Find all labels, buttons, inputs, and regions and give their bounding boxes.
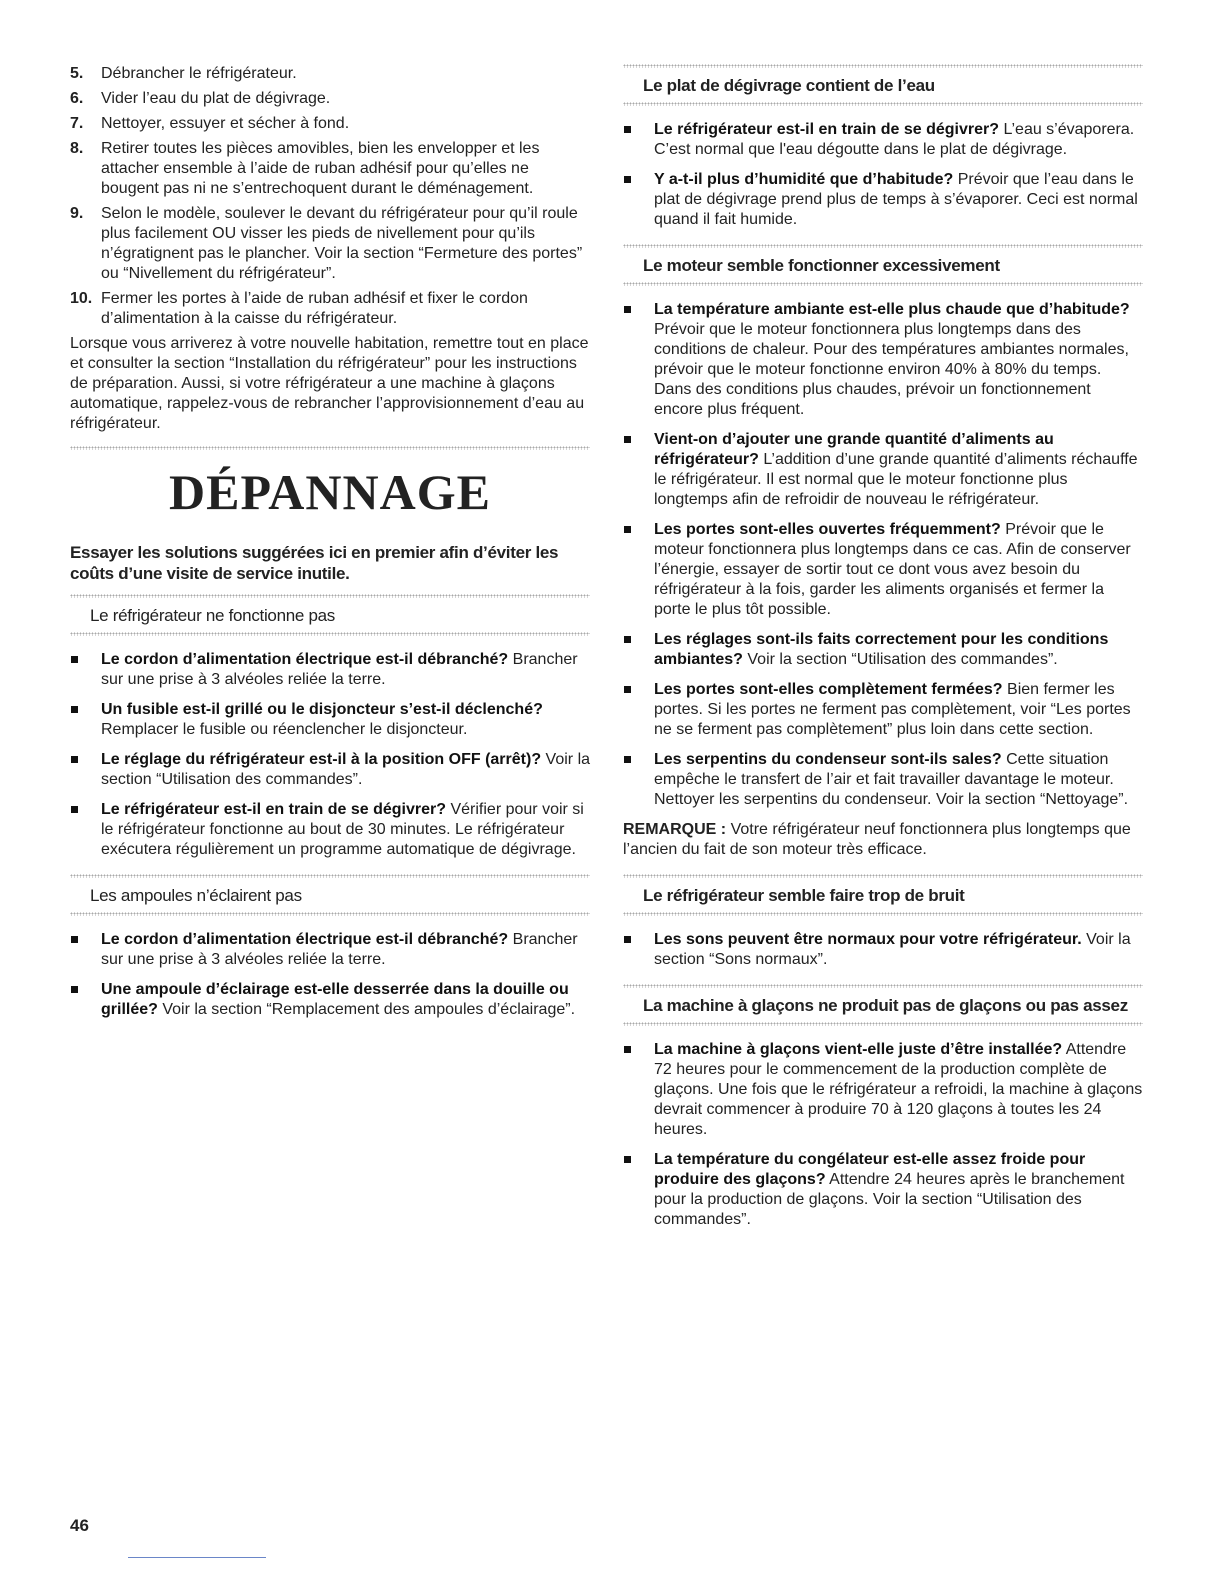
bullet-list [623,120,1143,230]
question: La machine à glaçons vient-elle juste d’être installée? [654,1041,1063,1058]
section-bulbs [70,874,590,1020]
intro-text: Essayer les solutions suggérées ici en premier afin d’éviter les coûts d’une visite de service inutile. [70,543,559,583]
footer-rule [128,1557,266,1558]
section-not-working [70,594,590,860]
answer: Voir la section “Utilisation des commandes”. [101,751,591,788]
section-noise [623,874,1143,970]
question: Le cordon d’alimentation électrique est-il débranché? [101,931,509,948]
section-drain-pan [623,64,1143,230]
bullet-list [70,650,590,860]
bullet-icon [71,706,78,713]
list-item [70,289,590,329]
step-text: Fermer les portes à l’aide de ruban adhésif et fixer le cordon d’alimentation à la caisse du réfrigérateur. [101,290,528,327]
bullet-icon [624,686,631,693]
bullet-icon [71,936,78,943]
answer: Brancher sur une prise à 3 alvéoles reliée la terre. [101,651,578,688]
list-item [623,430,1143,510]
bullet-icon [71,756,78,763]
answer: Prévoir que le moteur fonctionnera plus longtemps dans des conditions de chaleur. Pour des températures ambiantes normales, prévoir que le moteur fonctionne environ 40% à 80% du temps. Dans des conditions plus chaudes, prévoir un fonctionnement encore plus fréquent. [654,321,1129,418]
divider [70,632,590,636]
bullet-icon [624,306,631,313]
section-heading [623,984,1143,1026]
bullet-icon [624,176,631,183]
divider [623,1022,1143,1026]
answer: Cette situation empêche le transfert de l’air et fait travailler davantage le moteur. Nettoyer les serpentins du condenseur. Voir la section “Nettoyage”. [654,751,1129,808]
moving-steps-list [70,64,590,329]
question: Un fusible est-il grillé ou le disjoncteur s’est-il déclenché? [101,701,543,718]
bullet-icon [624,526,631,533]
left-column [70,64,590,1034]
step-number: 8. [70,140,84,157]
section-heading [70,874,590,916]
section-ice [623,984,1143,1230]
question: Les portes sont-elles ouvertes fréquemment? [654,521,1001,538]
answer: Attendre 72 heures pour le commencement de la production complète de glaçons. Une fois que le réfrigérateur a refroidi, la machine à glaçons devrait commencer à produire 70 à 120 glaçons à toutes les 24 heures. [654,1041,1143,1138]
answer: Bien fermer les portes. Si les portes ne ferment pas complètement, voir “Les portes ne se ferment pas complètement” plus loin dans cette section. [654,681,1131,738]
divider [70,446,590,450]
question: Le réglage du réfrigérateur est-il à la position OFF (arrêt)? [101,751,542,768]
list-item [70,930,590,970]
divider [623,102,1143,106]
list-item [623,520,1143,620]
bullet-icon [71,656,78,663]
section-heading-text: Le réfrigérateur ne fonctionne pas [90,606,335,625]
question: Y a-t-il plus d’humidité que d’habitude? [654,171,954,188]
bullet-icon [624,756,631,763]
step-text: Vider l’eau du plat de dégivrage. [101,90,331,107]
list-item [623,1150,1143,1230]
bullet-list [623,930,1143,970]
list-item [623,170,1143,230]
question: Le réfrigérateur est-il en train de se dégivrer? [101,801,447,818]
bullet-icon [624,126,631,133]
section-heading [623,64,1143,106]
list-item [70,650,590,690]
step-number: 6. [70,90,84,107]
list-item [623,1040,1143,1140]
divider [70,912,590,916]
list-item [623,680,1143,740]
answer: Voir la section “Remplacement des ampoules d’éclairage”. [162,1001,576,1018]
list-item [70,64,590,84]
bullet-list [70,930,590,1020]
divider [623,282,1143,286]
list-item [70,800,590,860]
question: Les serpentins du condenseur sont-ils sales? [654,751,1002,768]
step-text: Selon le modèle, soulever le devant du réfrigérateur pour qu’il roule plus facilement OU visser les pieds de nivellement pour qu’ils n’égratignent pas le plancher. Voir la section “Fermeture des portes” ou “Nivellement du réfrigérateur”. [101,205,583,282]
list-item [70,139,590,199]
answer: Remplacer le fusible ou réenclencher le disjoncteur. [101,721,468,738]
list-item [70,89,590,109]
answer: Prévoir que l’eau dans le plat de dégivrage prend plus de temps à s’évaporer. Ceci est normal quand il fait humide. [654,171,1138,228]
question: Les réglages sont-ils faits correctement pour les conditions ambiantes? [654,631,1109,668]
question: Les portes sont-elles complètement fermées? [654,681,1003,698]
right-column [623,64,1143,1244]
question: Les sons peuvent être normaux pour votre réfrigérateur. [654,931,1082,948]
bullet-icon [624,936,631,943]
step-text: Débrancher le réfrigérateur. [101,65,297,82]
answer: L’eau s’évaporera. C’est normal que l'eau dégoutte dans le plat de dégivrage. [654,121,1135,158]
bullet-list [623,1040,1143,1230]
question: Le réfrigérateur est-il en train de se dégivrer? [654,121,1000,138]
answer: L’addition d’une grande quantité d’aliments réchauffe le réfrigérateur. Il est normal que le moteur fonctionne plus longtemps afin de refroidir de nouveau le réfrigérateur. [654,451,1138,508]
answer: Voir la section “Utilisation des commandes”. [747,651,1058,668]
answer: Brancher sur une prise à 3 alvéoles reliée la terre. [101,931,578,968]
remark-label: REMARQUE : [623,821,727,838]
answer: Voir la section “Sons normaux”. [654,931,1131,968]
bullet-list [623,300,1143,810]
list-item [70,980,590,1020]
step-text: Nettoyer, essuyer et sécher à fond. [101,115,350,132]
step-number: 10. [70,290,93,307]
step-text: Retirer toutes les pièces amovibles, bien les envelopper et les attacher ensemble à l’aide de ruban adhésif pour qu’elles ne bougent pas ni ne s’entrechoquent durant le déménagement. [101,140,540,197]
section-motor [623,244,1143,860]
list-item [623,930,1143,970]
section-heading [623,874,1143,916]
answer: Attendre 24 heures après le branchement pour la production de glaçons. Voir la section “Utilisation des commandes”. [654,1171,1125,1228]
section-heading [623,244,1143,286]
bullet-icon [71,806,78,813]
list-item [70,204,590,284]
divider [623,912,1143,916]
move-paragraph: Lorsque vous arriverez à votre nouvelle habitation, remettre tout en place et consulter la section “Installation du réfrigérateur” pour les instructions de préparation. Aussi, si votre réfrigérateur a une machine à glaçons automatique, rappelez-vous de rebrancher l’approvisionnement d’eau au réfrigérateur. [70,335,589,432]
bullet-icon [624,436,631,443]
step-number: 9. [70,205,84,222]
bullet-icon [624,1046,631,1053]
section-heading-text: Le moteur semble fonctionner excessivement [643,256,1000,275]
list-item [70,114,590,134]
bullet-icon [624,636,631,643]
bullet-icon [71,986,78,993]
section-heading-text: Le réfrigérateur semble faire trop de bruit [643,886,965,905]
question: Une ampoule d’éclairage est-elle desserrée dans la douille ou grillée? [101,981,569,1018]
list-item [623,120,1143,160]
page-title: DÉPANNAGE [169,464,491,520]
step-number: 7. [70,115,84,132]
list-item [623,300,1143,420]
list-item [623,630,1143,670]
list-item [70,700,590,740]
answer: Prévoir que le moteur fonctionnera plus longtemps dans ce cas. Afin de conserver l’énergie, essayer de sortir tout ce dont vous avez besoin du réfrigérateur à la fois, garder les aliments organisés et fermer la porte le plus tôt possible. [654,521,1131,618]
step-number: 5. [70,65,84,82]
section-heading-text: Les ampoules n’éclairent pas [90,886,302,905]
remark [623,820,1143,860]
answer: Vérifier pour voir si le réfrigérateur fonctionne au bout de 30 minutes. Le réfrigérateur exécutera régulièrement un programme automatique de dégivrage. [101,801,584,858]
section-heading-text: Le plat de dégivrage contient de l’eau [643,76,935,95]
page-number: 46 [70,1516,89,1535]
bullet-icon [624,1156,631,1163]
list-item [70,750,590,790]
question: Le cordon d’alimentation électrique est-il débranché? [101,651,509,668]
question: Vient-on d’ajouter une grande quantité d’aliments au réfrigérateur? [654,431,1054,468]
question: La température ambiante est-elle plus chaude que d’habitude? [654,301,1130,318]
section-heading [70,594,590,636]
question: La température du congélateur est-elle assez froide pour produire des glaçons? [654,1151,1086,1188]
list-item [623,750,1143,810]
remark-text: Votre réfrigérateur neuf fonctionnera plus longtemps que l’ancien du fait de son moteur très efficace. [623,821,1131,858]
section-heading-text: La machine à glaçons ne produit pas de glaçons ou pas assez [643,996,1128,1015]
